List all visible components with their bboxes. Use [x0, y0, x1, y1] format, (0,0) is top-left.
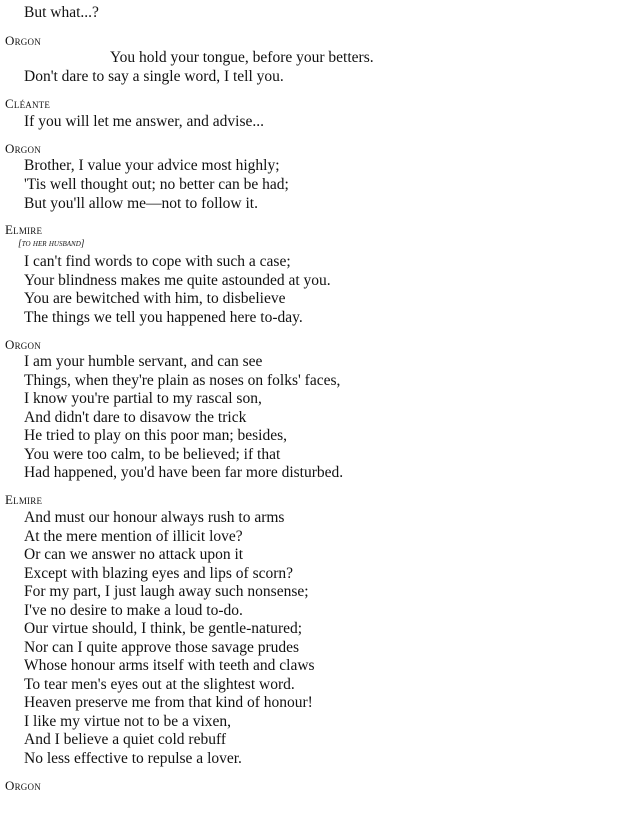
verse-line: If you will let me answer, and advise...	[24, 113, 264, 130]
verse-line: He tried to play on this poor man; besides,	[24, 427, 288, 444]
speaker-name: Elmire	[5, 222, 43, 237]
verse-line: You were too calm, to be believed; if that	[24, 446, 281, 463]
verse-line: I am your humble servant, and can see	[24, 353, 263, 370]
verse-line: To tear men's eyes out at the slightest word.	[24, 676, 295, 693]
verse-line: And must our honour always rush to arms	[24, 509, 285, 526]
verse-line: Nor can I quite approve those savage prudes	[24, 639, 300, 656]
verse-line: Our virtue should, I think, be gentle-natured;	[24, 620, 303, 637]
verse-line: I like my virtue not to be a vixen,	[24, 713, 232, 730]
verse-line: You are bewitched with him, to disbelieve	[24, 290, 286, 307]
speaker-name: Cléante	[5, 96, 51, 111]
verse-line: And I believe a quiet cold rebuff	[24, 731, 226, 748]
verse-line: Or can we answer no attack upon it	[24, 546, 244, 563]
verse-line: Except with blazing eyes and lips of scorn?	[24, 565, 294, 582]
verse-line: No less effective to repulse a lover.	[24, 750, 242, 767]
verse-line: Brother, I value your advice most highly;	[24, 157, 280, 174]
verse-line: Your blindness makes me quite astounded at you.	[24, 272, 331, 289]
verse-line: Whose honour arms itself with teeth and claws	[24, 657, 315, 674]
verse-line: Things, when they're plain as noses on folks' faces,	[24, 372, 341, 389]
verse-line: I can't find words to cope with such a case;	[24, 253, 291, 270]
verse-line: For my part, I just laugh away such nonsense;	[24, 583, 309, 600]
verse-line: I've no desire to make a loud to-do.	[24, 602, 243, 619]
verse-line: I know you're partial to my rascal son,	[24, 390, 262, 407]
verse-line: And didn't dare to disavow the trick	[24, 409, 247, 426]
verse-line: But you'll allow me—not to follow it.	[24, 195, 258, 212]
verse-line: Had happened, you'd have been far more disturbed.	[24, 464, 344, 481]
verse-line: But what...?	[24, 4, 99, 21]
stage-direction: [to her husband]	[18, 239, 85, 249]
verse-line: The things we tell you happened here to-day.	[24, 309, 303, 326]
speaker-name: Orgon	[5, 141, 41, 156]
speaker-name: Orgon	[5, 337, 41, 352]
verse-line: At the mere mention of illicit love?	[24, 528, 243, 545]
verse-line: 'Tis well thought out; no better can be had;	[24, 176, 289, 193]
verse-line: Heaven preserve me from that kind of honour!	[24, 694, 313, 711]
verse-line: You hold your tongue, before your betters.	[110, 49, 374, 66]
speaker-name: Elmire	[5, 492, 43, 507]
speaker-name: Orgon	[5, 33, 41, 48]
verse-line: Don't dare to say a single word, I tell you.	[24, 68, 284, 85]
speaker-name: Orgon	[5, 778, 41, 793]
